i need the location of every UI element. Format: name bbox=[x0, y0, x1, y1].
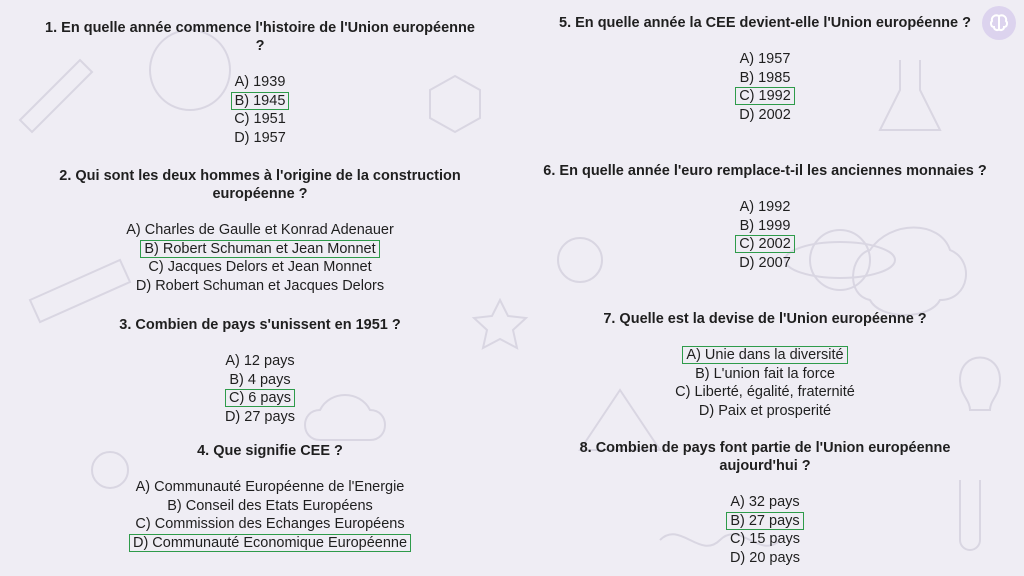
question-title: 1. En quelle année commence l'histoire de l'Union européenne ? bbox=[45, 20, 475, 54]
option-c-correct[interactable]: C) 6 pays bbox=[40, 389, 480, 408]
options-list bbox=[545, 346, 985, 420]
question-title: 8. Combien de pays font partie de l'Union européenne aujourd'hui ? bbox=[579, 440, 951, 474]
option-c[interactable]: C) 15 pays bbox=[729, 531, 801, 547]
option-b[interactable]: B) 4 pays bbox=[229, 371, 291, 388]
option-c-correct[interactable]: C) 1992 bbox=[545, 87, 985, 106]
options-list bbox=[545, 50, 985, 124]
question-title: 6. En quelle année l'euro remplace-t-il les anciennes monnaies ? bbox=[543, 163, 987, 179]
option-a-correct[interactable]: A) Unie dans la diversité bbox=[545, 346, 985, 365]
options-list bbox=[40, 478, 500, 552]
option-a[interactable]: A) Charles de Gaulle et Konrad Adenauer bbox=[126, 222, 394, 238]
question-title: 7. Quelle est la devise de l'Union européenne ? bbox=[603, 311, 927, 327]
brain-icon bbox=[988, 12, 1010, 34]
option-c[interactable]: C) Jacques Delors et Jean Monnet bbox=[148, 259, 372, 275]
option-b[interactable]: B) L'union fait la force bbox=[695, 365, 835, 382]
option-b-correct[interactable]: B) 27 pays bbox=[545, 512, 985, 531]
option-b-correct[interactable]: B) Robert Schuman et Jean Monnet bbox=[20, 240, 500, 259]
option-d[interactable]: D) 2007 bbox=[739, 254, 791, 271]
question-block-7 bbox=[545, 310, 985, 420]
question-block-6 bbox=[525, 162, 1005, 272]
option-d[interactable]: D) 27 pays bbox=[224, 408, 296, 425]
question-block-8 bbox=[545, 439, 985, 567]
options-list bbox=[525, 198, 1005, 272]
option-a[interactable]: A) 1957 bbox=[739, 51, 791, 67]
question-block-1 bbox=[40, 19, 480, 147]
option-d[interactable]: D) 1957 bbox=[234, 129, 286, 146]
option-c[interactable]: C) 1951 bbox=[234, 111, 286, 127]
question-title: 2. Qui sont les deux hommes à l'origine de la construction européenne ? bbox=[59, 168, 461, 202]
option-c-correct[interactable]: C) 2002 bbox=[525, 235, 1005, 254]
option-b[interactable]: B) Conseil des Etats Européens bbox=[167, 497, 373, 514]
options-list bbox=[545, 493, 985, 567]
question-block-4 bbox=[40, 442, 500, 552]
options-list bbox=[20, 221, 500, 295]
option-b[interactable]: B) 1985 bbox=[739, 69, 791, 86]
option-a[interactable]: A) 1939 bbox=[234, 74, 286, 90]
option-c[interactable]: C) Liberté, égalité, fraternité bbox=[675, 384, 855, 400]
option-b-correct[interactable]: B) 1945 bbox=[40, 92, 480, 111]
option-d[interactable]: D) 20 pays bbox=[729, 549, 801, 566]
question-title: 4. Que signifie CEE ? bbox=[197, 443, 343, 459]
option-d[interactable]: D) Robert Schuman et Jacques Delors bbox=[135, 277, 385, 294]
question-title: 3. Combien de pays s'unissent en 1951 ? bbox=[119, 317, 401, 333]
doodle-star bbox=[474, 300, 526, 348]
option-d[interactable]: D) 2002 bbox=[739, 106, 791, 123]
option-a[interactable]: A) 32 pays bbox=[730, 494, 800, 510]
question-block-3 bbox=[40, 316, 480, 426]
question-block-2 bbox=[20, 167, 500, 295]
option-b[interactable]: B) 1999 bbox=[739, 217, 791, 234]
option-a[interactable]: A) 1992 bbox=[739, 199, 791, 215]
option-a[interactable]: A) Communauté Européenne de l'Energie bbox=[135, 479, 405, 495]
option-a[interactable]: A) 12 pays bbox=[225, 353, 295, 369]
options-list bbox=[40, 73, 480, 147]
option-d[interactable]: D) Paix et prosperité bbox=[698, 402, 832, 419]
question-block-5 bbox=[545, 14, 985, 124]
brand-logo bbox=[982, 6, 1016, 40]
option-d-correct[interactable]: D) Communauté Economique Européenne bbox=[40, 534, 500, 553]
option-c[interactable]: C) Commission des Echanges Européens bbox=[135, 516, 405, 532]
question-title: 5. En quelle année la CEE devient-elle l'Union européenne ? bbox=[559, 15, 971, 31]
options-list bbox=[40, 352, 480, 426]
